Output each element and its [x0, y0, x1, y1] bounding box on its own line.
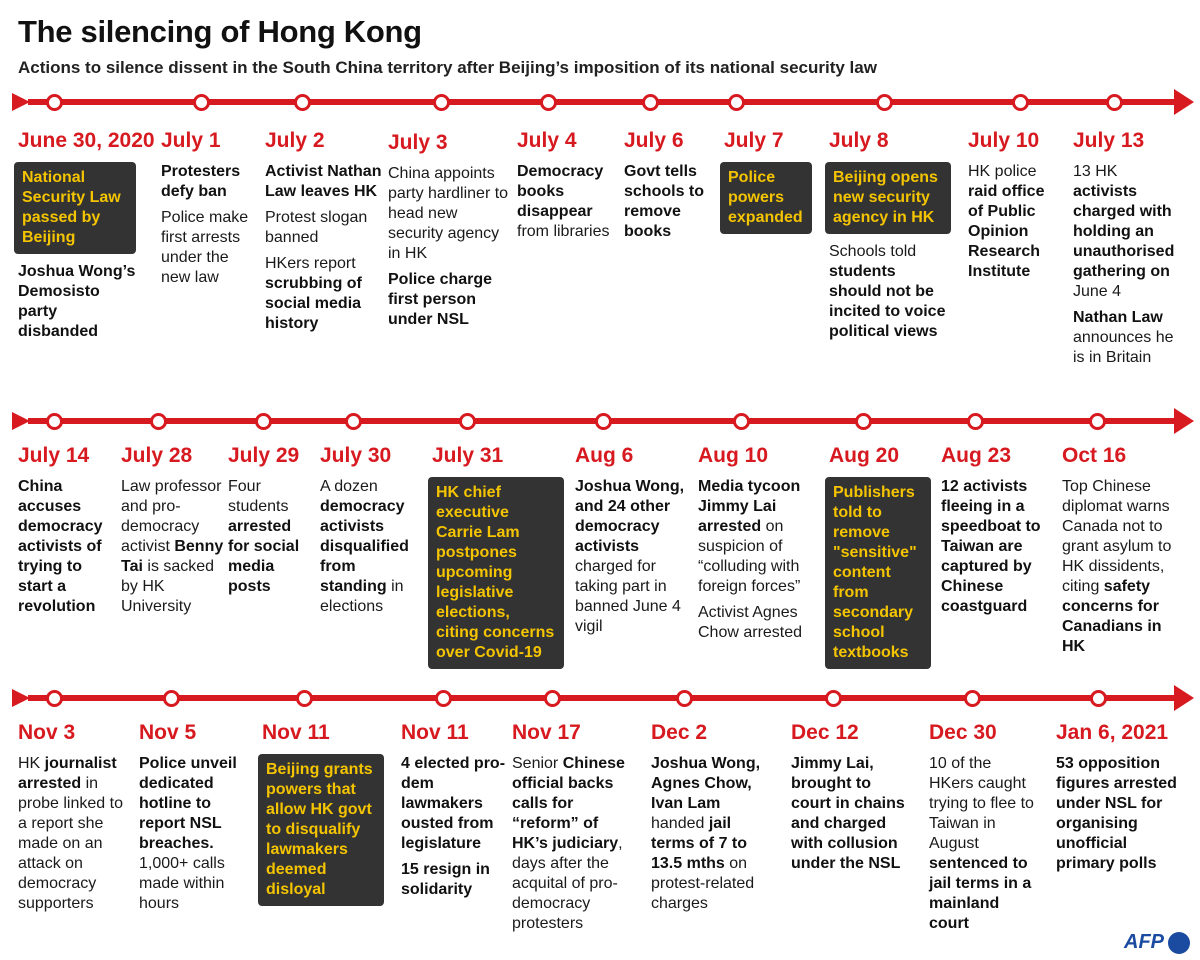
timeline-node — [150, 413, 167, 430]
timeline-node — [964, 690, 981, 707]
timeline-node — [1106, 94, 1123, 111]
highlight-box: HK chief executive Carrie Lam postpones upcoming legislative elections, citing concerns over Covid-19 — [428, 477, 564, 669]
timeline-event — [829, 443, 931, 677]
page-subtitle: Actions to silence dissent in the South China territory after Beijing’s imposition of its national security law — [18, 58, 877, 77]
timeline-event — [624, 128, 716, 248]
timeline-event — [968, 128, 1060, 288]
event-date: Aug 23 — [941, 444, 1012, 467]
event-text: Police charge first person under NSL — [388, 271, 493, 328]
event-text: 53 opposition figures arrested under NSL for organising unofficial primary polls — [1056, 755, 1177, 872]
timeline-event — [228, 443, 312, 603]
event-date: Dec 30 — [929, 721, 997, 744]
event-date: July 14 — [18, 444, 90, 467]
event-date: June 30, 2020 — [18, 129, 155, 152]
event-text: Activist Nathan Law leaves HK — [265, 163, 382, 200]
page-title: The silencing of Hong Kong — [18, 14, 422, 49]
timeline-event — [262, 720, 384, 914]
timeline-end-arrow — [1174, 89, 1194, 115]
event-text: Senior Chinese official backs calls for “reform” of HK’s judiciary, days after the acquital of pro-democracy protesters — [512, 755, 625, 932]
event-text: Protesters defy ban — [161, 163, 241, 200]
event-text: Four students arrested for social media posts — [228, 478, 300, 595]
timeline-node — [733, 413, 750, 430]
event-date: Nov 17 — [512, 721, 581, 744]
timeline-event — [651, 720, 773, 920]
event-text: A dozen democracy activists disqualified from standing in elections — [320, 478, 409, 615]
timeline-node — [1090, 690, 1107, 707]
timeline-event — [18, 128, 155, 348]
timeline-event — [698, 443, 822, 649]
timeline-event — [941, 443, 1055, 623]
timeline-node — [163, 690, 180, 707]
event-date: Nov 5 — [139, 721, 197, 744]
event-text: Protest slogan banned — [265, 209, 368, 246]
event-date: July 31 — [432, 444, 504, 467]
event-date: July 30 — [320, 444, 392, 467]
event-date: July 10 — [968, 129, 1040, 152]
timeline-node — [46, 413, 63, 430]
timeline-event — [929, 720, 1039, 940]
event-text: China appoints party hardliner to head new security agency in HK — [388, 165, 509, 262]
timeline-node — [544, 690, 561, 707]
timeline-node — [294, 94, 311, 111]
event-date: July 29 — [228, 444, 300, 467]
timeline-event — [1062, 443, 1188, 663]
highlight-box: Beijing grants powers that allow HK govt to disqualify lawmakers deemed disloyal — [258, 754, 384, 906]
timeline-event — [1073, 128, 1185, 374]
timeline-event — [829, 128, 951, 348]
event-text: 4 elected pro-dem lawmakers ousted from legislature — [401, 755, 506, 852]
event-text: Jimmy Lai, brought to court in chains and charged with collusion under the NSL — [791, 755, 905, 872]
timeline-end-arrow — [1174, 408, 1194, 434]
timeline-node — [46, 94, 63, 111]
timeline-event — [139, 720, 251, 920]
timeline-event — [121, 443, 231, 623]
timeline-node — [676, 690, 693, 707]
event-date: Aug 20 — [829, 444, 900, 467]
event-text: Police unveil dedicated hotline to report NSL breaches. 1,000+ calls made within hours — [139, 755, 237, 912]
event-date: July 8 — [829, 129, 889, 152]
timeline-event — [432, 443, 564, 677]
timeline-event — [161, 128, 261, 294]
event-text: China accuses democracy activists of trying to start a revolution — [18, 478, 103, 615]
timeline-node — [967, 413, 984, 430]
event-text: Nathan Law announces he is in Britain — [1073, 309, 1174, 366]
event-date: Nov 11 — [401, 721, 469, 744]
event-text: Joshua Wong’s Demosisto party disbanded — [18, 263, 136, 340]
highlight-box: Beijing opens new security agency in HK — [825, 162, 951, 234]
afp-logo-text: AFP — [1124, 931, 1164, 953]
timeline-event — [18, 443, 114, 623]
event-text: Top Chinese diplomat warns Canada not to grant asylum to HK dissidents, citing safety concerns for Canadians in HK — [1062, 478, 1172, 655]
event-text: HKers report scrubbing of social media history — [265, 255, 362, 332]
timeline-node — [540, 94, 557, 111]
event-text: 15 resign in solidarity — [401, 861, 490, 898]
event-date: Nov 3 — [18, 721, 76, 744]
timeline-event — [575, 443, 693, 643]
timeline-node — [825, 690, 842, 707]
timeline-event — [18, 720, 128, 920]
event-text: HK police raid office of Public Opinion Research Institute — [968, 163, 1045, 280]
event-text: Media tycoon Jimmy Lai arrested on suspicion of “colluding with foreign forces” — [698, 478, 801, 595]
event-date: Oct 16 — [1062, 444, 1127, 467]
event-text: 10 of the HKers caught trying to flee to Taiwan in August sentenced to jail terms in a mainland court — [929, 755, 1034, 932]
event-date: Aug 10 — [698, 444, 769, 467]
event-date: Jan 6, 2021 — [1056, 721, 1169, 744]
timeline-node — [296, 690, 313, 707]
afp-logo — [1124, 931, 1190, 954]
afp-logo-icon — [1168, 932, 1190, 954]
event-date: July 4 — [517, 129, 577, 152]
timeline-end-arrow — [1174, 685, 1194, 711]
highlight-box: Police powers expanded — [720, 162, 812, 234]
timeline-node — [595, 413, 612, 430]
event-date: July 7 — [724, 129, 784, 152]
timeline-event — [517, 128, 617, 248]
timeline-event — [265, 128, 383, 340]
event-text: Activist Agnes Chow arrested — [698, 604, 803, 641]
timeline-node — [642, 94, 659, 111]
event-date: July 6 — [624, 129, 684, 152]
timeline-event — [791, 720, 915, 880]
event-text: HK journalist arrested in probe linked to a report she made on an attack on democracy supporters — [18, 755, 123, 912]
timeline-node — [459, 413, 476, 430]
timeline-node — [345, 413, 362, 430]
timeline-node — [876, 94, 893, 111]
event-date: July 1 — [161, 129, 221, 152]
event-text: Joshua Wong, Agnes Chow, Ivan Lam handed jail terms of 7 to 13.5 mths on protest-related charges — [651, 755, 761, 912]
timeline-event — [388, 130, 510, 336]
event-date: July 28 — [121, 444, 193, 467]
timeline-node — [46, 690, 63, 707]
timeline-node — [855, 413, 872, 430]
timeline-node — [435, 690, 452, 707]
event-text: Law professor and pro-democracy activist Benny Tai is sacked by HK University — [121, 478, 224, 615]
event-date: Dec 12 — [791, 721, 859, 744]
timeline-node — [1089, 413, 1106, 430]
timeline-node — [433, 94, 450, 111]
timeline-node — [255, 413, 272, 430]
event-text: 12 activists fleeing in a speedboat to Taiwan are captured by Chinese coastguard — [941, 478, 1041, 615]
event-text: Joshua Wong, and 24 other democracy activists charged for taking part in banned June 4 vigil — [575, 478, 685, 635]
timeline-event — [320, 443, 424, 623]
timeline-node — [1012, 94, 1029, 111]
event-text: 13 HK activists charged with holding an unauthorised gathering on June 4 — [1073, 163, 1175, 300]
event-text: Democracy books disappear from libraries — [517, 163, 610, 240]
highlight-box: National Security Law passed by Beijing — [14, 162, 136, 254]
timeline-node — [193, 94, 210, 111]
event-date: July 3 — [388, 131, 448, 154]
event-date: Aug 6 — [575, 444, 634, 467]
event-date: Nov 11 — [262, 721, 330, 744]
highlight-box: Publishers told to remove "sensitive" content from secondary school textbooks — [825, 477, 931, 669]
event-text: Govt tells schools to remove books — [624, 163, 705, 240]
event-text: Police make first arrests under the new law — [161, 209, 249, 286]
timeline-line-row3 — [28, 695, 1176, 701]
event-date: July 2 — [265, 129, 325, 152]
timeline-node — [728, 94, 745, 111]
event-text: Schools told students should not be incited to voice political views — [829, 243, 946, 340]
event-date: Dec 2 — [651, 721, 708, 744]
timeline-event — [401, 720, 509, 906]
timeline-event — [512, 720, 636, 940]
timeline-event — [1056, 720, 1180, 880]
timeline-event — [724, 128, 812, 242]
event-date: July 13 — [1073, 129, 1145, 152]
